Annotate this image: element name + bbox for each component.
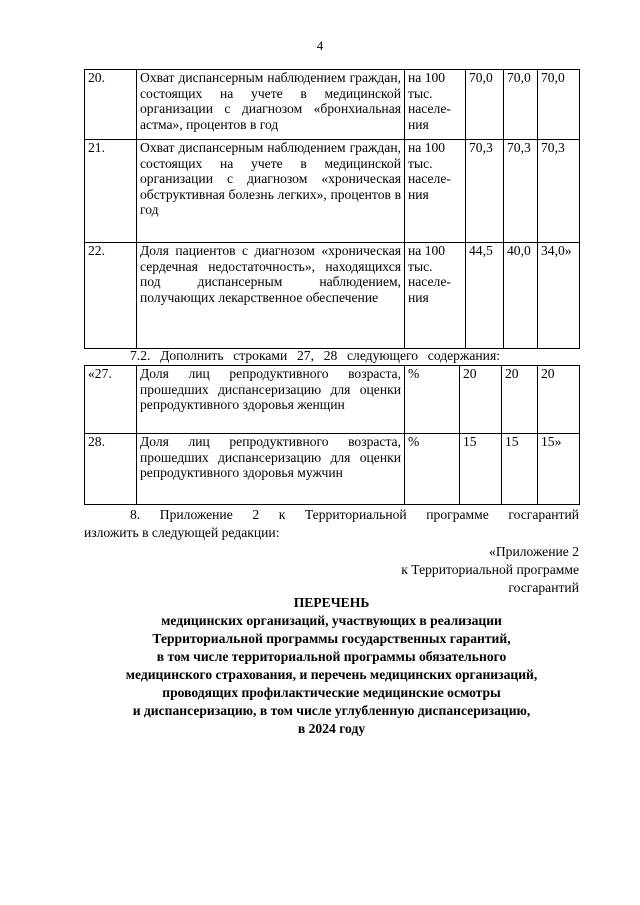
unit-cell: % <box>405 434 460 505</box>
table-row <box>85 434 580 505</box>
list-subtitle-line: и диспансеризацию, в том числе углубленную диспансеризацию, <box>132 703 531 718</box>
value-cell: 15 <box>460 434 502 505</box>
indicator-description: Охват диспансерным наблюдением граждан, состоящих на учете в медицинской организации с диагнозом «хроническая обструктивная болезнь легких», процентов в год <box>137 140 405 243</box>
unit-cell: на 100 тыс. населе-ния <box>405 243 466 349</box>
table-row <box>85 366 580 434</box>
page-number: 4 <box>316 38 324 53</box>
table-row <box>85 70 580 140</box>
value-cell: 44,5 <box>466 243 504 349</box>
value-cell: 20 <box>460 366 502 434</box>
unit-cell: на 100 тыс. населе-ния <box>405 140 466 243</box>
value-cell: 15 <box>502 434 538 505</box>
indicators-table <box>84 69 580 349</box>
indicator-description: Доля лиц репродуктивного возраста, прошедших диспансеризацию для оценки репродуктивного здоровья мужчин <box>137 434 405 505</box>
value-cell: 70,3 <box>504 140 538 243</box>
appendix-ref-line3: госгарантий <box>508 580 579 595</box>
list-subtitle-line: в том числе территориальной программы обязательного <box>156 649 507 664</box>
list-subtitle-line: проводящих профилактические медицинские осмотры <box>162 685 501 700</box>
indicator-description: Доля пациентов с диагнозом «хроническая сердечная недостаточность», находящихся под диспансерным наблюдением, получающих лекарственное обеспечение <box>137 243 405 349</box>
value-cell: 70,0 <box>466 70 504 140</box>
amendment-8-line2: изложить в следующей редакции: <box>84 525 280 540</box>
list-subtitle-line: в 2024 году <box>297 721 366 736</box>
value-cell: 70,0 <box>504 70 538 140</box>
amendment-8-line1: 8. Приложение 2 к Территориальной программе госгарантий <box>130 507 579 522</box>
row-number: «27. <box>85 366 137 434</box>
value-cell: 34,0» <box>538 243 580 349</box>
unit-cell: на 100 тыс. населе-ния <box>405 70 466 140</box>
table-row <box>85 140 580 243</box>
value-cell: 40,0 <box>504 243 538 349</box>
unit-cell: % <box>405 366 460 434</box>
list-title: ПЕРЕЧЕНЬ <box>293 595 370 610</box>
value-cell: 70,3 <box>538 140 580 243</box>
list-subtitle-line: медицинских организаций, участвующих в реализации <box>161 613 502 628</box>
value-cell: 70,3 <box>466 140 504 243</box>
row-number: 21. <box>85 140 137 243</box>
value-cell: 70,0 <box>538 70 580 140</box>
value-cell: 20 <box>538 366 580 434</box>
indicator-description: Охват диспансерным наблюдением граждан, состоящих на учете в медицинской организации с диагнозом «бронхиальная астма», процентов в год <box>137 70 405 140</box>
indicator-description: Доля лиц репродуктивного возраста, прошедших диспансеризацию для оценки репродуктивного здоровья женщин <box>137 366 405 434</box>
value-cell: 15» <box>538 434 580 505</box>
appendix-ref-line2: к Территориальной программе <box>401 562 579 577</box>
value-cell: 20 <box>502 366 538 434</box>
row-number: 22. <box>85 243 137 349</box>
appendix-ref-line1: «Приложение 2 <box>489 544 579 559</box>
added-rows-table <box>84 365 580 505</box>
row-number: 28. <box>85 434 137 505</box>
list-subtitle-line: Территориальной программы государственных гарантий, <box>152 631 511 646</box>
list-subtitle-line: медицинского страхования, и перечень медицинских организаций, <box>125 667 538 682</box>
row-number: 20. <box>85 70 137 140</box>
table-row <box>85 243 580 349</box>
amendment-7-2-text: 7.2. Дополнить строками 27, 28 следующего содержания: <box>130 348 500 363</box>
